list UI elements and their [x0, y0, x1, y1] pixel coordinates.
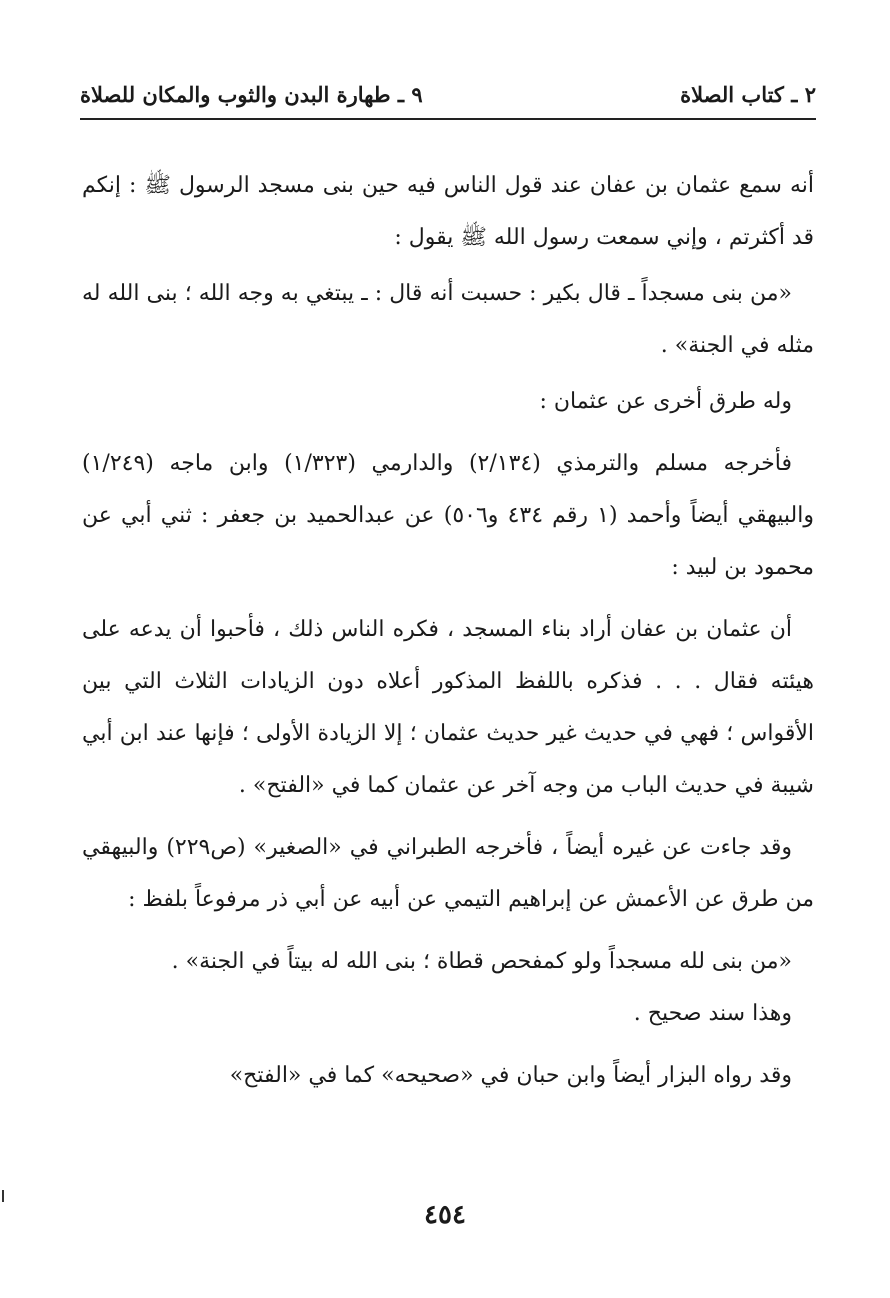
page-body — [82, 160, 814, 1102]
header-chapter-title: ٩ ـ طهارة البدن والثوب والمكان للصلاة — [80, 81, 423, 107]
scan-edge-mark — [2, 1190, 4, 1202]
paragraph-other-routes: وله طرق أخرى عن عثمان : — [539, 389, 792, 414]
paragraph-other-narrations: وقد جاءت عن غيره أيضاً ، فأخرجه الطبراني في «الصغير» (ص٢٢٩) والبيهقي من طرق عن الأعمش عن إبراهيم التيمي عن أبيه عن أبي ذر مرفوعاً بلفظ : — [82, 835, 814, 912]
paragraph-takhrij: فأخرجه مسلم والترمذي (٢/١٣٤) والدارمي (١/٣٢٣) وابن ماجه (١/٢٤٩) والبيهقي أيضاً وأحمد (١ رقم ٤٣٤ و٥٠٦) عن عبدالحميد بن جعفر : ثني أبي عن محمود بن لبيد : — [82, 451, 814, 580]
running-header — [80, 74, 816, 114]
paragraph-grading: وهذا سند صحيح . — [633, 1001, 792, 1026]
header-book-title: ٢ ـ كتاب الصلاة — [680, 81, 816, 107]
paragraph-hadith-intro: أنه سمع عثمان بن عفان عند قول الناس فيه حين بنى مسجد الرسول ﷺ : إنكم قد أكثرتم ، وإني سمعت رسول الله ﷺ يقول : — [82, 173, 814, 250]
header-divider — [80, 118, 816, 120]
paragraph-uthman-story: أن عثمان بن عفان أراد بناء المسجد ، فكره الناس ذلك ، فأحبوا أن يدعه على هيئته فقال . . . فذكره باللفظ المذكور أعلاه دون الزيادات الثلاث التي بين الأقواس ؛ فهي في حديث غير حديث عثمان ؛ إلا الزيادة الأولى ؛ فإنها عند ابن أبي شيبة في حديث الباب من وجه آخر عن عثمان كما في «الفتح» . — [82, 617, 814, 798]
page-number: ٤٥٤ — [424, 1200, 466, 1230]
paragraph-abu-dhar-quote: «من بنى لله مسجداً ولو كمفحص قطاة ؛ بنى الله له بيتاً في الجنة» . — [171, 949, 792, 974]
paragraph-bazzar: وقد رواه البزار أيضاً وابن حبان في «صحيحه» كما في «الفتح» — [229, 1063, 792, 1088]
paragraph-hadith-quote: «من بنى مسجداً ـ قال بكير : حسبت أنه قال : ـ يبتغي به وجه الله ؛ بنى الله له مثله في الجنة» . — [82, 281, 814, 358]
